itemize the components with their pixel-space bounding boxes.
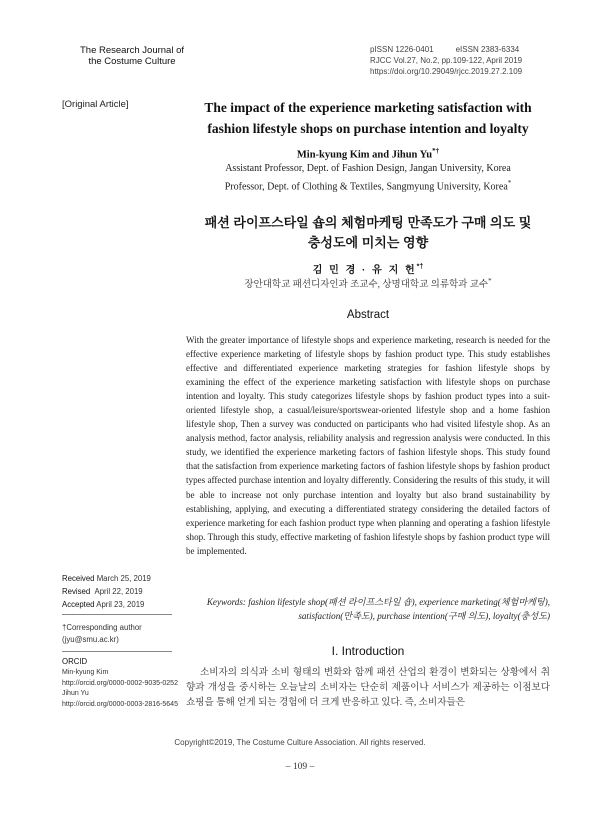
issn-block xyxy=(370,44,550,77)
revised-label: Revised xyxy=(62,587,91,596)
corresponding-label: †Corresponding author xyxy=(62,623,142,632)
accepted-date: April 23, 2019 xyxy=(96,600,145,609)
keywords-label: Keywords: xyxy=(206,597,246,607)
introduction-body: 소비자의 의식과 소비 형태의 변화와 함께 패션 산업의 환경이 변화되는 상황에서 취향과 개성을 중시하는 오늘날의 소비자는 단순히 제품이나 서비스가 제공하는 이점보다 쇼핑을 통해 얻게 되는 경험에 더 크게 반응하고 있다. 즉, 소비자들은 xyxy=(186,667,550,708)
orcid-name: Jihun Yu xyxy=(62,690,89,698)
orcid-block xyxy=(62,657,182,711)
orcid-name: Min-kyung Kim xyxy=(62,668,109,676)
orcid-link[interactable]: http://orcid.org/0000-0003-2816-5645 xyxy=(62,701,178,709)
corresponding-author xyxy=(62,622,182,645)
eissn: eISSN 2383-6334 xyxy=(455,45,520,54)
received-date: March 25, 2019 xyxy=(96,574,151,583)
journal-name-line1: The Research Journal of xyxy=(79,45,185,56)
affiliation-korean-mark: * xyxy=(488,276,492,285)
doi-link[interactable]: https://doi.org/10.29049/rjcc.2019.27.2.109 xyxy=(370,67,523,76)
journal-name-line2: the Costume Culture xyxy=(88,56,176,67)
corresponding-email[interactable]: (jyu@smu.ac.kr) xyxy=(62,634,119,644)
abstract-body: With the greater importance of lifestyle shops and experience marketing, research is needed for the effective experience marketing of lifestyle shops by fashion product type. This study establishes effective and differentiated experience marketing strategies for fashion lifestyle shops by examining the effect of the experience marketing satisfaction with lifestyle shops on purchase intention and loyalty. This study categorizes lifestyle shops by fashion product types into a suit-oriented lifestyle shop, a casual/leisure/sportswear-oriented lifestyle shop and a home fashion lifestyle shop, Then a survey was conducted on participants who had visited lifestyle shop. As an analysis method, factor analysis, reliability analysis and regression analysis were conducted. In this study, we identified the experience marketing factors of fashion lifestyle shops. This study found that the satisfaction from experience marketing factors of fashion lifestyle shops by fashion product types affected purchase intention and loyalty differently. Considering the results of this study, it will be able to increase not only purchase intention and loyalty but also brand sustainability by establishing, applying, and executing a differentiated strategy considering the detailed factors of experience marketing for each fashion product type when planning and operating a fashion lifestyle shop. Through this study, effective marketing of fashion lifestyle shops by fashion product type will be implemented. xyxy=(186,335,550,556)
affiliations-english xyxy=(186,162,550,194)
article-dates xyxy=(62,572,182,611)
authors-english-mark: *† xyxy=(432,147,440,155)
authors-korean-mark: *† xyxy=(416,263,424,271)
affiliation-line2: Professor, Dept. of Clothing & Textiles, Sangmyung University, Korea xyxy=(224,181,508,193)
citation: RJCC Vol.27, No.2, pp.109-122, April 2019 xyxy=(370,56,523,65)
title-korean xyxy=(186,213,550,253)
title-korean-line1: 패션 라이프스타일 숍의 체험마케팅 만족도가 구매 의도 및 xyxy=(204,215,532,230)
introduction-heading: I. Introduction xyxy=(331,644,405,658)
authors-english xyxy=(186,147,550,161)
abstract-heading: Abstract xyxy=(346,309,390,321)
orcid-label: ORCID xyxy=(62,657,88,666)
title-korean-line2: 충성도에 미치는 영향 xyxy=(307,235,429,250)
keywords xyxy=(186,596,550,623)
page-number: – 109 – xyxy=(285,762,315,772)
accepted-label: Accepted xyxy=(62,600,95,609)
revised-date: April 22, 2019 xyxy=(94,587,143,596)
affiliation-korean-text: 장안대학교 패션디자인과 조교수, 상명대학교 의류학과 교수 xyxy=(244,280,489,290)
orcid-link[interactable]: http://orcid.org/0000-0002-9035-0252 xyxy=(62,679,178,687)
affiliation-korean xyxy=(186,276,550,290)
affiliation-line2-mark: * xyxy=(507,179,512,187)
authors-korean-names: 김 민 경 · 유 지 헌 xyxy=(312,265,417,276)
pissn: pISSN 1226-0401 xyxy=(370,45,434,54)
copyright-notice: Copyright©2019, The Costume Culture Association. All rights reserved. xyxy=(174,738,426,747)
affiliation-line1: Assistant Professor, Dept. of Fashion Design, Jangan University, Korea xyxy=(225,163,511,174)
keywords-text: fashion lifestyle shop(패션 라이프스타일 숍), experience marketing(체험마케팅), satisfaction(만족도), purchase intention(구매 의도), loyalty(충성도) xyxy=(248,597,550,621)
journal-name xyxy=(62,45,202,67)
sidebar-divider-2 xyxy=(62,651,172,652)
title-english: The impact of the experience marketing satisfaction with fashion lifestyle shops on purchase intention and loyalty xyxy=(204,100,532,136)
authors-english-names: Min-kyung Kim and Jihun Yu xyxy=(296,149,433,161)
article-type: [Original Article] xyxy=(62,99,129,110)
sidebar-divider-1 xyxy=(62,614,172,615)
received-label: Received xyxy=(62,574,95,583)
authors-korean xyxy=(186,261,550,276)
